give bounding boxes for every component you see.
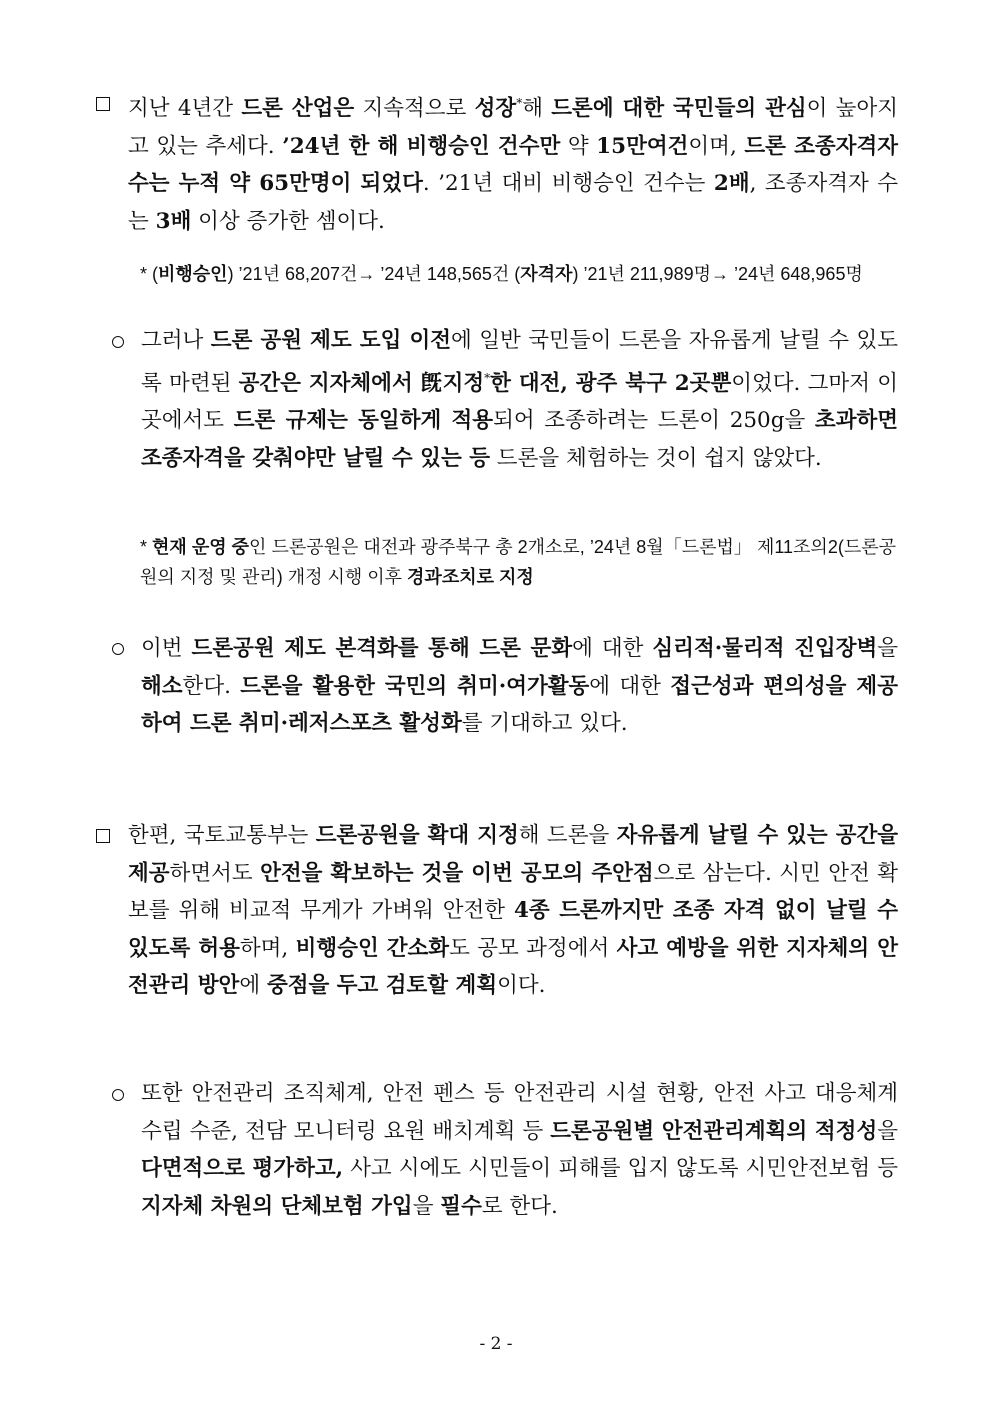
paragraph-park-system-goals: 이번 드론공원 제도 본격화를 통해 드론 문화에 대한 심리적·물리적 진입장벽을 해소한다. 드론을 활용한 국민의 취미·여가활동에 대한 접근성과 편의성을 제공하여 드론 취미·레저스포츠 활성화를 기대하고 있다. [141,636,899,736]
page-number: - 2 - [479,1334,513,1354]
paragraph-before-park-system: 그러나 드론 공원 제도 도입 이전에 일반 국민들이 드론을 자유롭게 날릴 수 있도록 마련된 공간은 지자체에서 旣지정*한 대전, 광주 북구 2곳뿐이었다. 그마저 이곳에서도 드론 규제는 동일하게 적용되어 조종하려는 드론이 250g을 초과하면 조종자격을 갖춰야만 날릴 수 있는 등 드론을 체험하는 것이 쉽지 않았다. [141,328,899,471]
paragraph-industry-growth: 지난 4년간 드론 산업은 지속적으로 성장*해 드론에 대한 국민들의 관심이 높아지고 있는 추세다. ’24년 한 해 비행승인 건수만 약 15만여건이며, 드론 조종자격자 수는 누적 약 65만명이 되었다. ’21년 대비 비행승인 건수는 2배, 조종자격자 수는 3배 이상 증가한 셈이다. [128,96,899,234]
circle-bullet-icon [112,643,124,655]
circle-bullet-icon [112,336,124,348]
paragraph-safety-focus: 한편, 국토교통부는 드론공원을 확대 지정해 드론을 자유롭게 날릴 수 있는 공간을 제공하면서도 안전을 확보하는 것을 이번 공모의 주안점으로 삼는다. 시민 안전 확보를 위해 비교적 무게가 가벼워 안전한 4종 드론까지만 조종 자격 없이 날릴 수 있도록 허용하며, 비행승인 간소화도 공모 과정에서 사고 예방을 위한 지자체의 안전관리 방안에 중점을 두고 검토할 계획이다. [128,823,899,998]
paragraph-safety-evaluation: 또한 안전관리 조직체계, 안전 펜스 등 안전관리 시설 현황, 안전 사고 대응체계 수립 수준, 전담 모니터링 요원 배치계획 등 드론공원별 안전관리계획의 적정성을 다면적으로 평가하고, 사고 시에도 시민들이 피해를 입지 않도록 시민안전보험 등 지자체 차원의 단체보험 가입을 필수로 한다. [141,1081,899,1219]
square-bullet-icon [96,829,110,843]
square-bullet-icon [96,97,110,111]
footnote-statistics: * (비행승인) ’21년 68,207건→ ’24년 148,565건 (자격자) ’21년 211,989명→ ’24년 648,965명 [140,264,863,284]
footnote-current-parks: * 현재 운영 중인 드론공원은 대전과 광주북구 총 2개소로, ’24년 8월「드론법」 제11조의2(드론공원의 지정 및 관리) 개정 시행 이후 경과조치로 지정 [140,537,896,587]
circle-bullet-icon [112,1089,124,1101]
